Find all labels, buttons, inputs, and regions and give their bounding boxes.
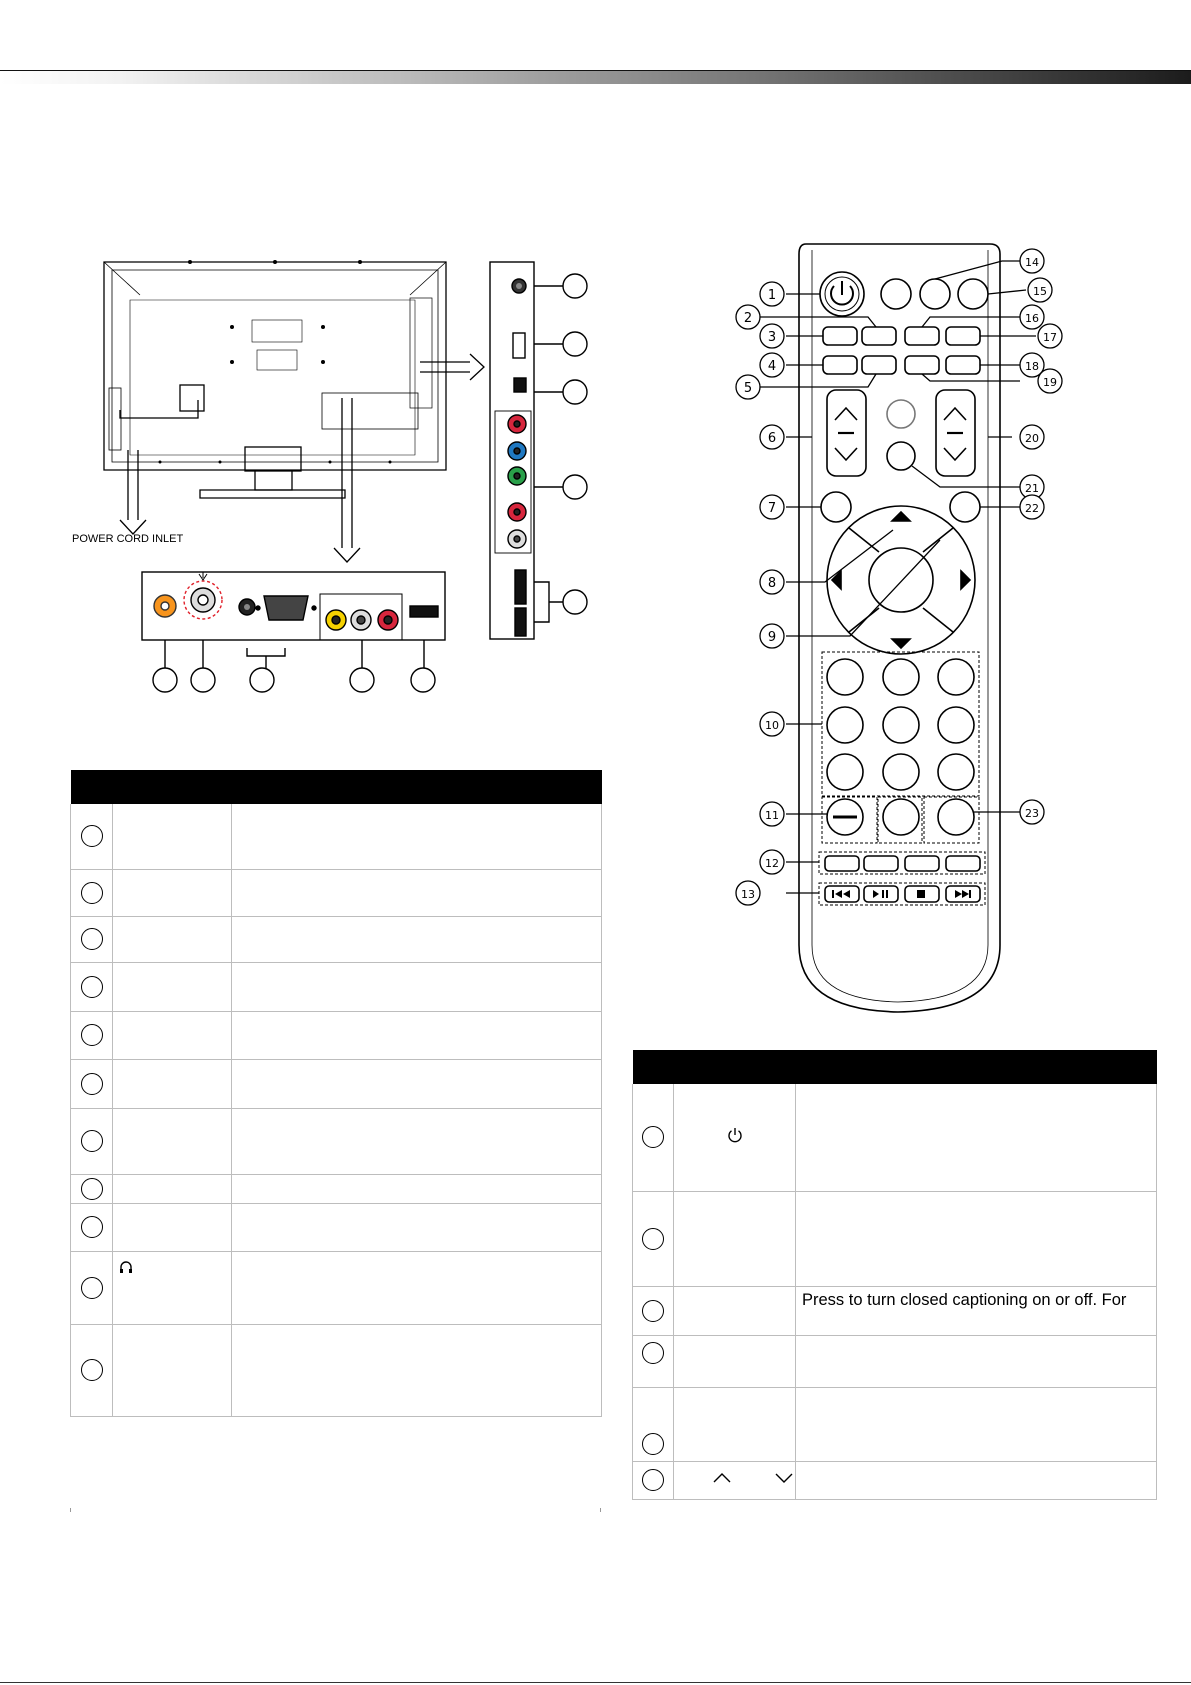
table-header <box>71 770 602 804</box>
row-number-circle <box>642 1469 664 1491</box>
callout-16: 16 <box>1025 312 1039 325</box>
callout-18: 18 <box>1025 360 1039 373</box>
row-number-circle <box>81 882 103 904</box>
table-row <box>71 1108 602 1174</box>
callout-19: 19 <box>1043 376 1057 389</box>
callout-15: 15 <box>1033 285 1047 298</box>
table-row <box>71 804 602 869</box>
table-row <box>71 1059 602 1108</box>
callout-2: 2 <box>743 311 753 326</box>
remote-buttons-table <box>632 1050 1157 1500</box>
row-number-circle <box>642 1433 664 1455</box>
footer-rule <box>0 1682 1191 1683</box>
row-number-circle <box>81 1024 103 1046</box>
table-row <box>71 916 602 962</box>
callout-12: 12 <box>765 857 779 870</box>
table-row <box>71 869 602 916</box>
row-number-circle <box>81 1216 103 1238</box>
callout-23: 23 <box>1025 807 1039 820</box>
callout-22: 22 <box>1025 502 1039 515</box>
callout-9: 9 <box>767 630 777 645</box>
row-number-circle <box>81 976 103 998</box>
callout-4: 4 <box>767 359 777 374</box>
crop-mark <box>600 1508 601 1512</box>
table-row <box>633 1387 1157 1461</box>
power-cord-label: POWER CORD INLET <box>72 533 184 545</box>
callout-7: 7 <box>767 501 777 516</box>
table-row <box>71 962 602 1011</box>
row-number-circle <box>81 1277 103 1299</box>
callout-11: 11 <box>765 809 779 822</box>
callout-13: 13 <box>741 888 755 901</box>
table-row <box>71 1174 602 1203</box>
callout-5: 5 <box>743 381 753 396</box>
table-row <box>633 1335 1157 1387</box>
row-number-circle <box>642 1300 664 1322</box>
crop-mark <box>70 1508 71 1512</box>
table-row <box>633 1461 1157 1499</box>
callout-1: 1 <box>767 288 777 303</box>
callout-21: 21 <box>1025 482 1039 495</box>
table-row <box>633 1084 1157 1191</box>
closed-caption-description: Press to turn closed captioning on or off. For <box>796 1286 1157 1335</box>
callout-8: 8 <box>767 576 777 591</box>
row-number-circle <box>81 1178 103 1200</box>
row-number-circle <box>81 1130 103 1152</box>
table-row <box>71 1203 602 1251</box>
row-number-circle <box>642 1342 664 1364</box>
power-icon <box>727 1127 743 1143</box>
row-number-circle <box>81 1073 103 1095</box>
table-row <box>71 1324 602 1416</box>
row-number-circle <box>642 1228 664 1250</box>
callout-3: 3 <box>767 330 777 345</box>
table-row <box>633 1286 1157 1335</box>
headphone-icon <box>119 1260 133 1274</box>
callout-6: 6 <box>767 431 777 446</box>
table-row <box>71 1011 602 1059</box>
row-number-circle <box>81 1359 103 1381</box>
callout-20: 20 <box>1025 432 1039 445</box>
row-number-circle <box>81 928 103 950</box>
callout-14: 14 <box>1025 256 1039 269</box>
ports-table <box>70 770 602 1417</box>
table-header <box>633 1050 1157 1084</box>
table-row <box>633 1191 1157 1286</box>
table-row <box>71 1251 602 1324</box>
caret-up-down-icons <box>712 1470 796 1486</box>
callout-10: 10 <box>765 719 779 732</box>
row-number-circle <box>642 1126 664 1148</box>
row-number-circle <box>81 825 103 847</box>
callout-17: 17 <box>1043 331 1057 344</box>
